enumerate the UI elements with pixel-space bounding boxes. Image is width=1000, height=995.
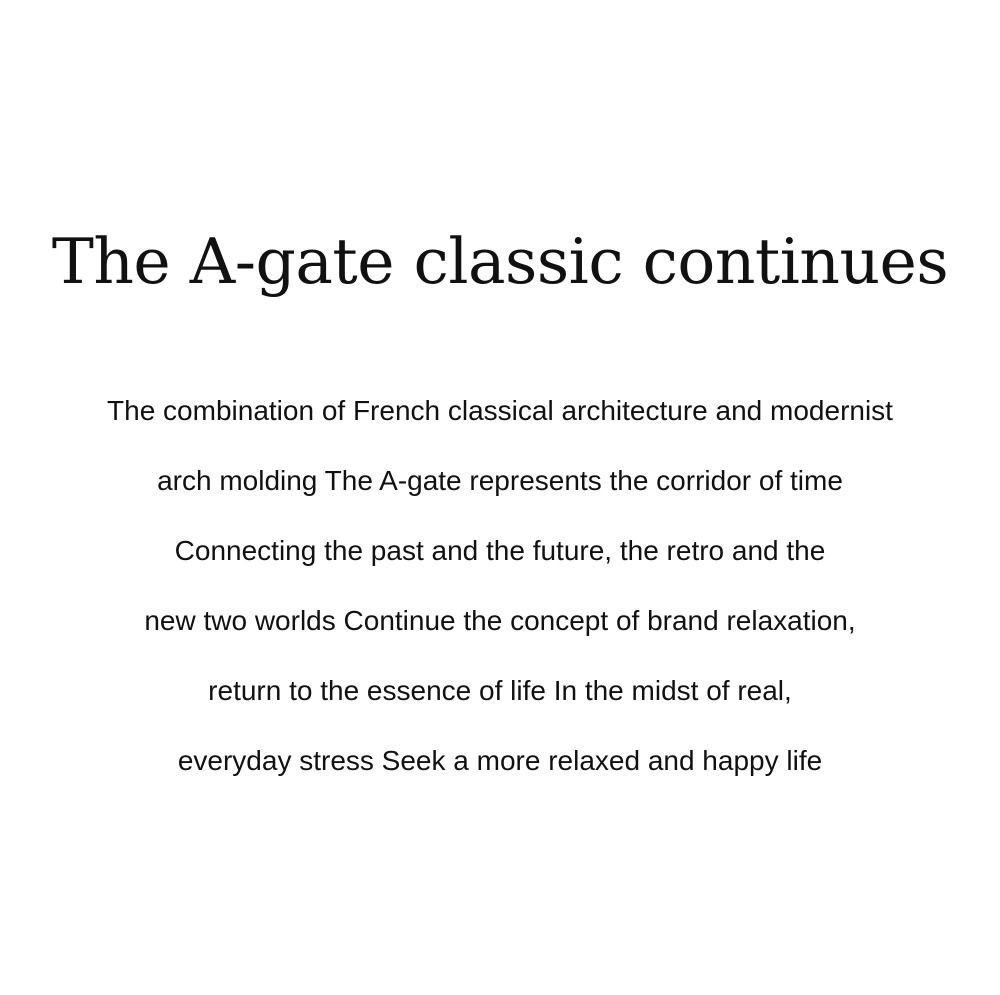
body-line-4: new two worlds Continue the concept of brand relaxation,: [144, 605, 856, 636]
body-text: [0, 376, 1000, 796]
body-line-2: arch molding The A-gate represents the corridor of time: [157, 465, 843, 496]
body-line-5: return to the essence of life In the midst of real,: [208, 675, 792, 706]
body-line-1: The combination of French classical architecture and modernist: [107, 395, 893, 426]
page-title: The A-gate classic continues: [51, 225, 949, 298]
body-line-3: Connecting the past and the future, the retro and the: [174, 535, 826, 566]
body-line-6: everyday stress Seek a more relaxed and happy life: [177, 745, 823, 776]
